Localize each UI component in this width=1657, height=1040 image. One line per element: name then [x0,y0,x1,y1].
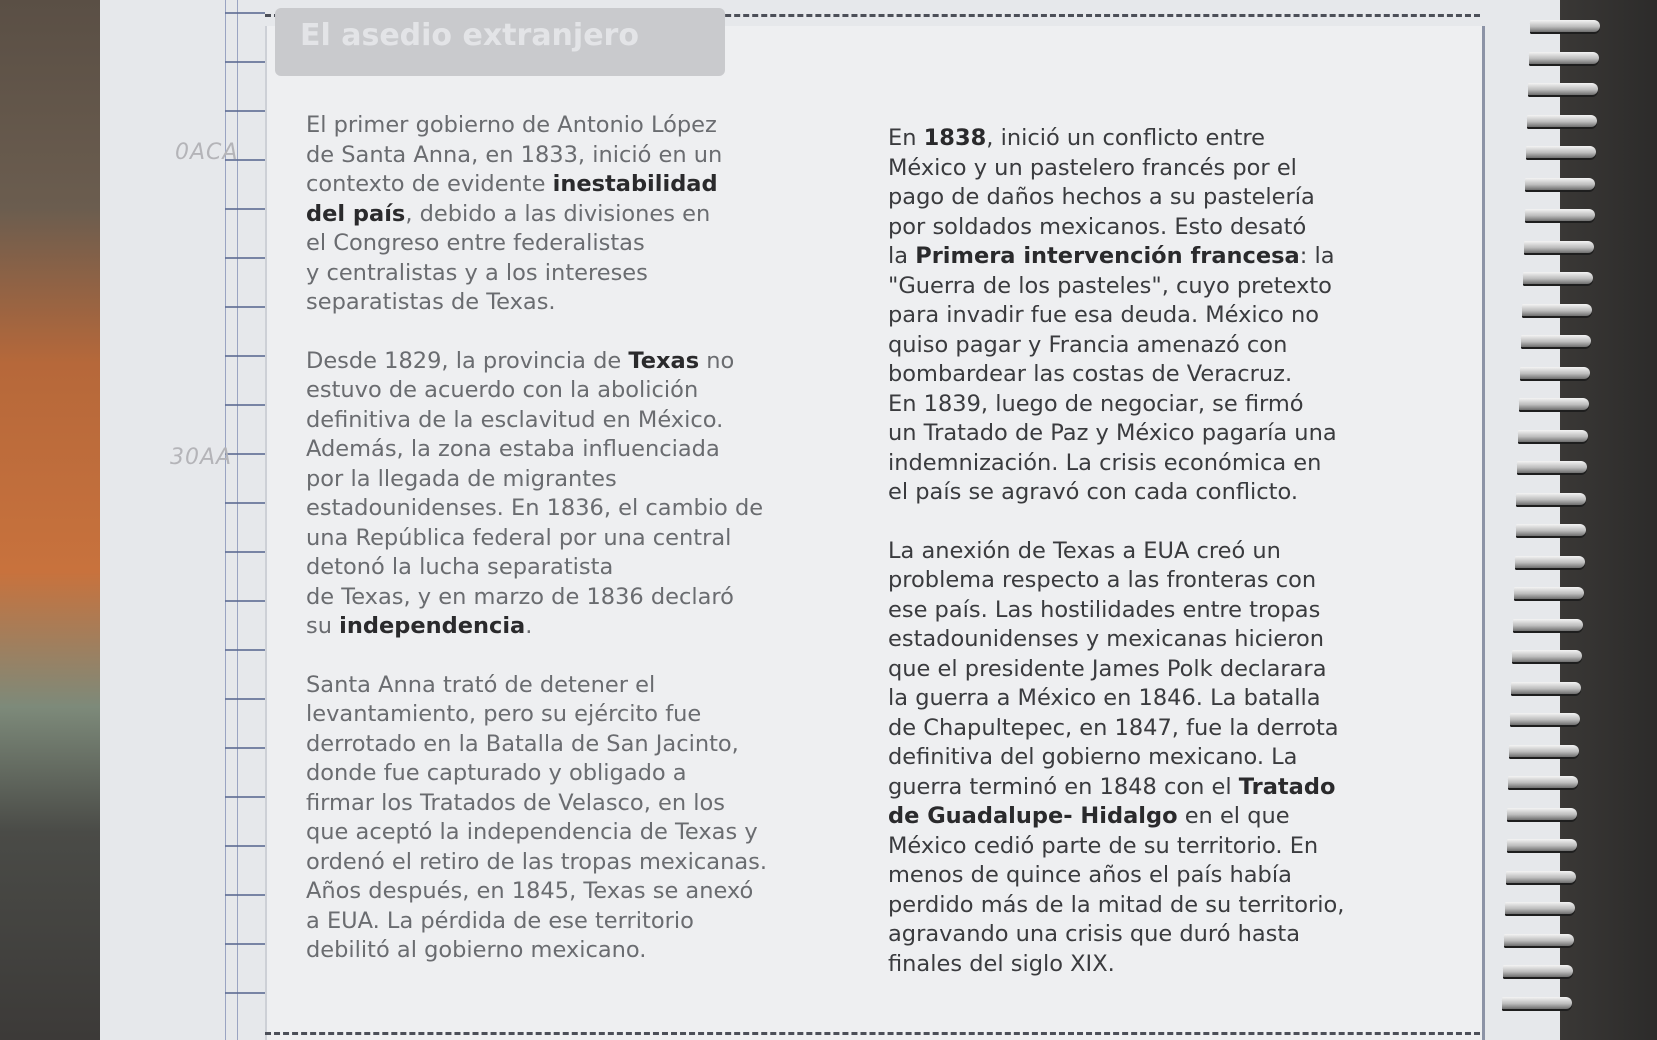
text-line: estadounidenses. En 1836, el cambio de [306,495,764,521]
section-title: El asedio extranjero [300,18,639,53]
text-line: separatistas de Texas. [306,289,556,315]
text-line: una República federal por una central [306,524,732,551]
text-line: firmar los Tratados de Velasco, en los [306,789,725,816]
text-line: levantamiento, pero su ejército fue [306,701,702,727]
spiral-coil [1514,587,1584,599]
text-line: En 1838, inició un conflicto entre [888,125,1265,151]
spiral-coil [1516,493,1586,505]
text-line: detonó la lucha separatista [306,554,614,580]
margin-note-1: 0ACA [175,140,239,165]
text-line: Desde 1829, la provincia de Texas no [306,347,735,374]
notebook-rule-line [225,208,265,210]
spiral-coil [1529,52,1599,64]
spiral-coil [1515,556,1585,568]
text-line: para invadir fue esa deuda. México no [888,302,1319,328]
notebook-rule-line [225,796,265,798]
text-line: Años después, en 1845, Texas se anexó [306,878,754,904]
notebook-rule-line [225,649,265,651]
spiral-coil [1502,997,1572,1009]
text-line: Santa Anna trató de detener el [306,671,656,698]
text-line: estuvo de acuerdo con la abolición [306,377,699,403]
text-line: En 1839, luego de negociar, se firmó [888,390,1304,417]
spiral-coil [1513,619,1583,631]
spiral-coil [1504,934,1574,946]
spiral-coil [1523,272,1593,284]
text-line: derrotado en la Batalla de San Jacinto, [306,730,739,757]
text-line: ordenó el retiro de las tropas mexicanas. [306,848,768,875]
spiral-coil [1508,776,1578,788]
notebook-rule-line [225,551,265,553]
text-line: un Tratado de Paz y México pagaría una [888,420,1337,446]
text-line: el Congreso entre federalistas [306,230,645,256]
notebook-spiral-binding [1520,20,1630,1040]
text-line: bombardear las costas de Veracruz. [888,361,1293,387]
text-line: definitiva del gobierno mexicano. La [888,744,1298,770]
text-line: menos de quince años el país había [888,862,1292,888]
spiral-coil [1507,839,1577,851]
text-line: debilitó al gobierno mexicano. [306,937,647,963]
left-text-column [306,111,866,995]
text-line: finales del siglo XIX. [888,950,1115,977]
text-line: de Texas, y en marzo de 1836 declaró [306,583,734,610]
text-line: la Primera intervención francesa: la [888,243,1335,269]
text-line: ese país. Las hostilidades entre tropas [888,596,1321,623]
notebook-rule-line [225,12,265,14]
spiral-coil [1516,524,1586,536]
notebook-rule-line [225,992,265,994]
notebook-rule-line [225,698,265,700]
spiral-coil [1525,209,1595,221]
text-line: pago de daños hechos a su pastelería [888,184,1315,210]
text-line: que aceptó la independencia de Texas y [306,819,758,845]
spiral-coil [1510,713,1580,725]
spiral-coil [1507,808,1577,820]
spiral-coil [1530,20,1600,32]
notebook-rule-line [225,61,265,63]
spiral-coil [1506,871,1576,883]
notebook-rule-line [225,404,265,406]
notebook-rule-line [225,600,265,602]
spiral-coil [1521,335,1591,347]
spiral-coil [1524,241,1594,253]
spiral-coil [1528,83,1598,95]
text-line: la guerra a México en 1846. La batalla [888,685,1321,711]
spiral-coil [1503,965,1573,977]
text-line: que el presidente James Polk declarara [888,655,1327,682]
right-text-column [888,124,1448,1008]
spiral-coil [1526,146,1596,158]
text-line: México cedió parte de su territorio. En [888,832,1319,859]
spiral-coil [1509,745,1579,757]
text-line: a EUA. La pérdida de ese territorio [306,907,694,934]
text-line: de Santa Anna, en 1833, inició en un [306,141,723,168]
notebook-rule-line [225,502,265,504]
text-line: "Guerra de los pasteles", cuyo pretexto [888,272,1332,299]
text-line: su independencia. [306,613,533,639]
notebook-rule-line [225,306,265,308]
spiral-coil [1525,178,1595,190]
page-bottom-border [265,1032,1480,1035]
spiral-coil [1517,461,1587,473]
text-line: estadounidenses y mexicanas hicieron [888,626,1325,652]
text-line: El primer gobierno de Antonio López [306,112,717,138]
text-line: contexto de evidente inestabilidad [306,171,718,197]
text-line: quiso pagar y Francia amenazó con [888,331,1288,358]
notebook-rule-line [225,257,265,259]
paragraph [306,671,866,966]
text-line: Además, la zona estaba influenciada [306,436,720,462]
text-line: por la llegada de migrantes [306,465,617,492]
text-line: agravando una crisis que duró hasta [888,921,1300,947]
text-line: por soldados mexicanos. Esto desató [888,213,1307,240]
text-line: el país se agravó con cada conflicto. [888,479,1298,505]
text-line: del país, debido a las divisiones en [306,200,711,227]
text-line: La anexión de Texas a EUA creó un [888,537,1281,564]
spiral-coil [1505,902,1575,914]
notebook-rule-line [225,110,265,112]
spiral-coil [1519,398,1589,410]
spiral-coil [1518,430,1588,442]
paragraph [888,537,1448,980]
paragraph [306,111,866,318]
spiral-coil [1522,304,1592,316]
notebook-rule-line [225,355,265,357]
paragraph [306,347,866,642]
text-line: guerra terminó en 1848 con el Tratado [888,773,1336,800]
text-line: donde fue capturado y obligado a [306,760,687,786]
text-line: México y un pastelero francés por el [888,154,1297,181]
spiral-coil [1512,650,1582,662]
margin-note-2: 30AA [170,445,233,470]
notebook-rule-line [225,894,265,896]
text-line: y centralistas y a los intereses [306,259,648,286]
spiral-coil [1520,367,1590,379]
spiral-coil [1527,115,1597,127]
notebook-rule-line [225,845,265,847]
text-line: perdido más de la mitad de su territorio, [888,891,1345,918]
text-line: problema respecto a las fronteras con [888,567,1317,593]
notebook-rule-line [225,943,265,945]
text-line: definitiva de la esclavitud en México. [306,406,724,433]
text-line: de Guadalupe- Hidalgo en el que [888,803,1290,829]
notebook-rule-line [225,747,265,749]
paragraph [888,124,1448,508]
text-line: de Chapultepec, en 1847, fue la derrota [888,714,1339,741]
text-line: indemnización. La crisis económica en [888,449,1322,476]
spiral-coil [1511,682,1581,694]
